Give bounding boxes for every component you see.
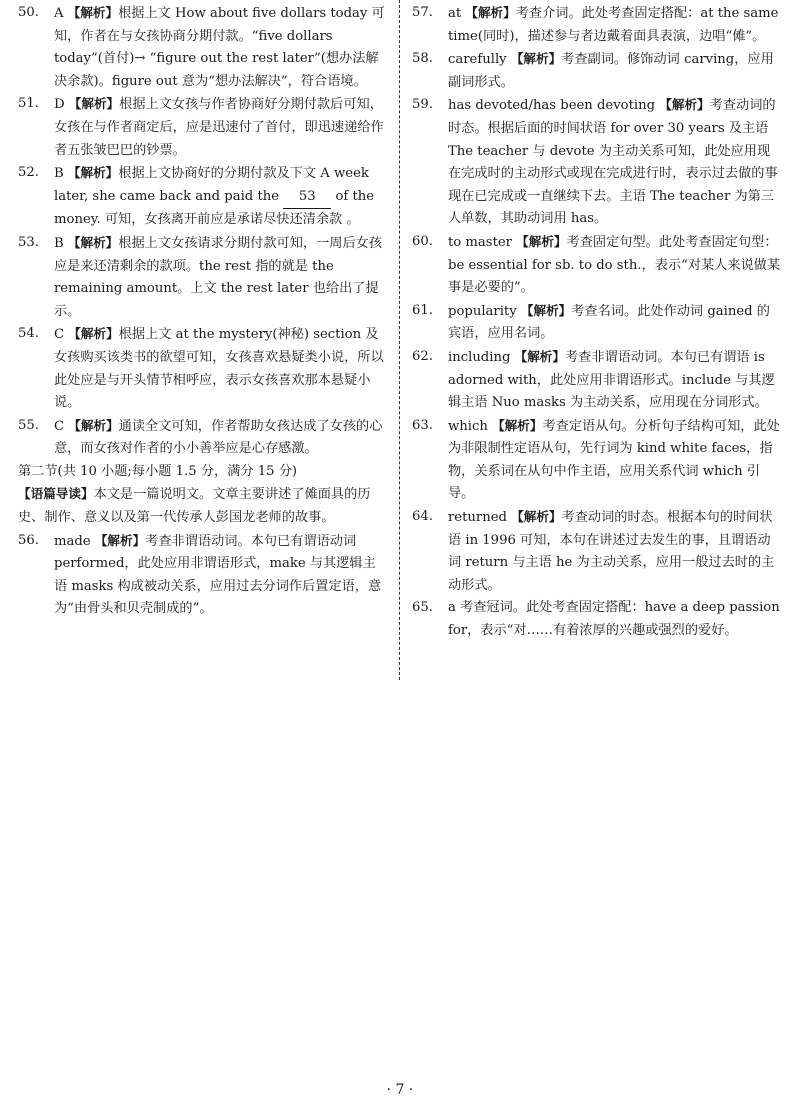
- explanation-text-cont: of the money. 可知，女孩离开前应是承诺尽快还清余款 。: [54, 188, 375, 228]
- analysis-label: 【解析】: [516, 233, 567, 249]
- analysis-label: 【解析】: [68, 417, 119, 433]
- explanation-text: 考查动词的时态。根据本句的时间状语 in 1996 可知，本句在讲述过去发生的事，且谓语动词 return 与主语 he 为主动关系，应用一般过去时的主动形式。: [448, 510, 775, 593]
- question-number: 57.: [412, 5, 433, 20]
- explanation-text: 考查非谓语动词。本句已有谓语动词 performed，此处应用非谓语形式，make 与其逻辑主语 masks 构成被动关系，应用过去分词作后置定语，意为“由骨头和贝壳制成的”。: [54, 533, 382, 617]
- answer-entry-55: [18, 415, 388, 461]
- analysis-label: 【解析】: [465, 5, 516, 20]
- explanation-text: 根据上文协商好的分期付款及下文 A week later, she came back and paid the: [54, 166, 369, 204]
- guide-text: 本文是一篇说明文。文章主要讲述了傩面具的历史、制作、意义以及第一代传承人彭国龙老师的故事。: [18, 487, 371, 526]
- explanation-text: 根据上文女孩与作者协商好分期付款后可知，女孩在与作者商定后，应是迅速付了首付，即迅速递给作者五张皱巴巴的钞票。: [54, 97, 384, 158]
- analysis-label: 【解析】: [94, 532, 146, 548]
- analysis-label: 【解析】: [67, 5, 119, 20]
- section-title: 第二节(共 10 小题;每小题 1.5 分，满分 15 分): [18, 463, 298, 479]
- answer-key: D: [54, 97, 69, 113]
- question-number: 58.: [412, 51, 433, 67]
- column-divider: [399, 0, 400, 680]
- answer-key: to master: [448, 234, 517, 250]
- answer-entry-52: [18, 162, 388, 232]
- answer-key: made: [54, 533, 95, 549]
- analysis-label: 【解析】: [514, 348, 565, 364]
- explanation-text: 根据上文 How about five dollars today 可知，作者在与女孩协商分期付款。“five dollars today”(首付)→ “figure out the rest later”(想办法解决余款)。figure out 意为“想办法解决”，符合语境。: [54, 6, 385, 89]
- explanation-text: 根据上文 at the mystery(神秘) section 及女孩购买该类书的欲望可知，女孩喜欢悬疑类小说，所以此处应是与开头情节相呼应，表示女孩喜欢那本悬疑小说。: [54, 327, 384, 411]
- analysis-label: 【解析】: [492, 417, 543, 433]
- answer-entry-54: [18, 323, 388, 414]
- answer-key: B: [54, 166, 68, 182]
- answer-entry-56: [18, 530, 388, 621]
- blank-53: 53: [283, 186, 331, 210]
- answer-entry-53: [18, 232, 388, 323]
- answer-key: returned: [448, 510, 512, 526]
- analysis-label: 【解析】: [68, 96, 120, 112]
- answer-entry-58: [412, 48, 782, 94]
- analysis-label: 【解析】: [520, 302, 572, 318]
- explanation-text: 考查介词。此处考查固定搭配：at the same time(同时)，描述参与者边戴着面具表演，边唱“傩”。: [448, 6, 779, 44]
- question-number: 56.: [18, 532, 39, 548]
- right-column: [412, 2, 782, 643]
- analysis-label: 【解析】: [659, 97, 710, 113]
- answer-entry-61: [412, 300, 782, 346]
- question-number: 50.: [18, 5, 39, 20]
- question-number: 51.: [18, 96, 39, 112]
- answer-key: a: [448, 600, 461, 616]
- question-number: 52.: [18, 165, 39, 181]
- answer-entry-51: [18, 93, 388, 162]
- question-number: 65.: [412, 600, 433, 616]
- page-number: · 7 ·: [386, 1082, 414, 1098]
- answer-entry-65: [412, 597, 782, 642]
- analysis-label: 【解析】: [67, 234, 119, 250]
- answer-entry-64: [412, 506, 782, 597]
- question-number: 55.: [18, 417, 39, 433]
- answer-key: has devoted/has been devoting: [448, 98, 660, 114]
- question-number: 63.: [412, 417, 433, 433]
- explanation-text: 考查冠词。此处考查固定搭配：have a deep passion for，表示“对……有着浓厚的兴趣或强烈的爱好。: [448, 600, 780, 639]
- answer-key: carefully: [448, 52, 511, 68]
- answer-entry-62: [412, 346, 782, 415]
- answer-key: C: [54, 327, 69, 343]
- left-column: [18, 2, 388, 621]
- explanation-text: 根据上文女孩请求分期付款可知，一周后女孩应是来还清剩余的款项。the rest 指的就是 the remaining amount。上文 the rest later 也给出了提示。: [54, 235, 383, 319]
- answer-key: including: [448, 349, 515, 365]
- explanation-text: 考查副词。修饰动词 carving，应用副词形式。: [448, 52, 774, 90]
- question-number: 62.: [412, 348, 433, 364]
- explanation-text: 考查名词。此处作动词 gained 的宾语，应用名词。: [448, 303, 770, 342]
- explanation-text: 通读全文可知，作者帮助女孩达成了女孩的心意，而女孩对作者的小小善举应是心存感激。: [54, 418, 383, 457]
- answer-entry-60: [412, 231, 782, 300]
- analysis-label: 【解析】: [510, 51, 562, 67]
- question-number: 59.: [412, 97, 433, 113]
- passage-guide: [18, 483, 388, 529]
- explanation-text: 考查定语从句。分析句子结构可知，此处为非限制性定语从句，先行词为 kind white faces，指物，关系词在从句中作主语，应用关系代词 which 引导。: [448, 418, 780, 502]
- question-number: 53.: [18, 234, 39, 250]
- answer-key: A: [54, 6, 68, 21]
- analysis-label: 【解析】: [68, 326, 119, 342]
- question-number: 64.: [412, 509, 433, 525]
- analysis-label: 【解析】: [511, 509, 562, 525]
- answer-key: at: [448, 6, 466, 21]
- answer-key: which: [448, 418, 493, 434]
- answer-key: C: [54, 418, 69, 434]
- answer-entry-50: [18, 2, 388, 93]
- guide-label: 【语篇导读】: [18, 486, 94, 502]
- explanation-text: 考查固定句型。此处考查固定句型：be essential for sb. to do sth.，表示“对某人来说做某事是必要的”。: [448, 234, 781, 296]
- answer-entry-57: [412, 2, 782, 48]
- explanation-text: 考查动词的时态。根据后面的时间状语 for over 30 years 及主语 The teacher 与 devote 为主动关系可知，此处应用现在完成时的主动形式或现在完成进行时，表示过去做的事现在已完成或一直继续下去。主语 The teacher 为第三人单数，其助动词用 has。: [448, 98, 778, 227]
- question-number: 54.: [18, 326, 39, 342]
- question-number: 61.: [412, 302, 433, 318]
- explanation-text: 考查非谓语动词。本句已有谓语 is adorned with，此处应用非谓语形式。include 与其逻辑主语 Nuo masks 为主动关系，应用现在分词形式。: [448, 349, 775, 411]
- analysis-label: 【解析】: [67, 165, 119, 181]
- answer-entry-63: [412, 415, 782, 506]
- answer-key: popularity: [448, 303, 521, 319]
- answer-entry-59: [412, 94, 782, 231]
- answer-key: B: [54, 235, 68, 251]
- question-number: 60.: [412, 233, 433, 249]
